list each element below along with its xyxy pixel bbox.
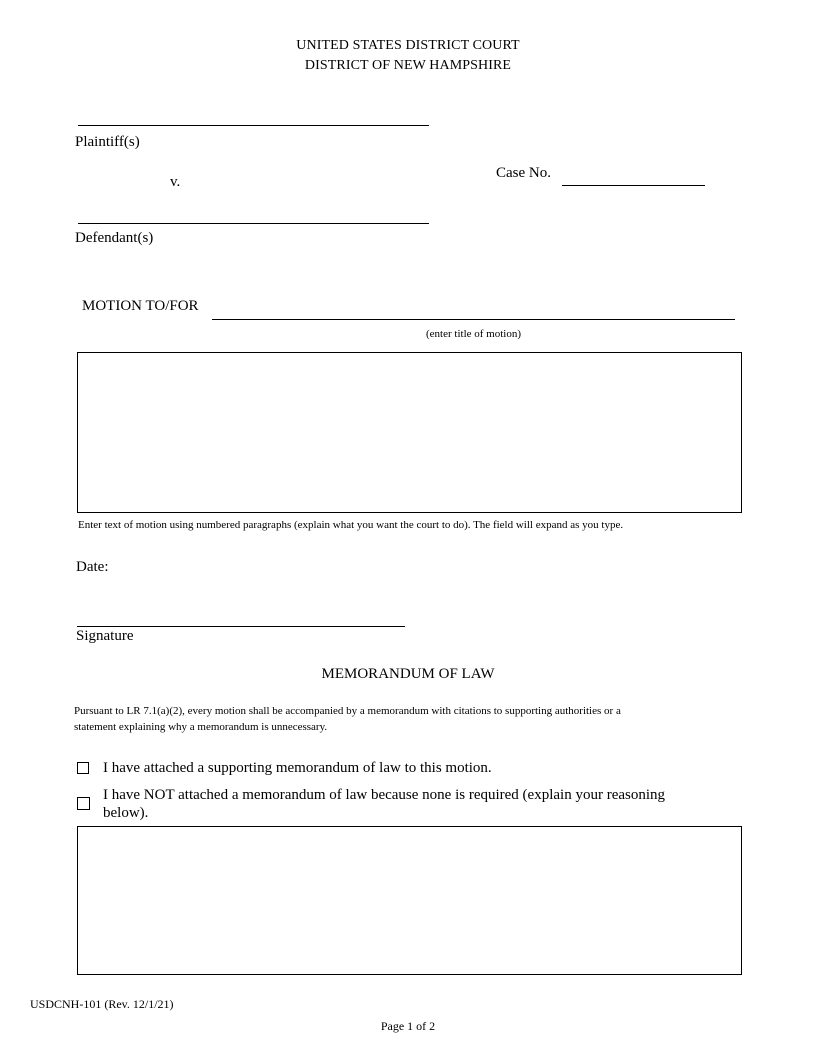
- versus-label: v.: [170, 174, 181, 190]
- court-name: UNITED STATES DISTRICT COURT: [296, 38, 520, 53]
- form-identifier: USDCNH-101 (Rev. 12/1/21): [30, 997, 174, 1011]
- memo-attached-label: I have attached a supporting memorandum of law to this motion.: [103, 760, 492, 776]
- plaintiff-label: Plaintiff(s): [75, 134, 140, 150]
- motion-title-hint: (enter title of motion): [426, 328, 521, 340]
- motion-title-label: MOTION TO/FOR: [82, 298, 199, 314]
- defendant-label: Defendant(s): [75, 230, 154, 246]
- case-number-label: Case No.: [496, 165, 551, 181]
- memo-not-attached-checkbox[interactable]: [77, 797, 90, 810]
- memorandum-instruction-line2: statement explaining why a memorandum is unnecessary.: [74, 721, 328, 733]
- memorandum-heading: MEMORANDUM OF LAW: [321, 666, 495, 682]
- motion-body-field[interactable]: [77, 352, 742, 513]
- memo-not-attached-label-line1: I have NOT attached a memorandum of law because none is required (explain your reasoning: [103, 787, 666, 803]
- memorandum-instruction-line1: Pursuant to LR 7.1(a)(2), every motion shall be accompanied by a memorandum with citations to supporting authorities or a: [74, 705, 621, 717]
- memo-reasoning-field[interactable]: [77, 826, 742, 975]
- case-number-field[interactable]: [562, 185, 705, 186]
- motion-title-field[interactable]: [212, 319, 735, 320]
- plaintiff-name-field[interactable]: [78, 125, 429, 126]
- memo-attached-checkbox[interactable]: [77, 762, 89, 774]
- motion-body-instruction: Enter text of motion using numbered paragraphs (explain what you want the court to do). The field will expand as you type.: [78, 519, 624, 531]
- defendant-name-field[interactable]: [78, 223, 429, 224]
- memo-not-attached-label-line2: below).: [103, 805, 149, 821]
- date-label: Date:: [76, 559, 109, 575]
- signature-label: Signature: [76, 628, 134, 644]
- page-number: Page 1 of 2: [380, 1019, 436, 1033]
- district-name: DISTRICT OF NEW HAMPSHIRE: [304, 58, 512, 73]
